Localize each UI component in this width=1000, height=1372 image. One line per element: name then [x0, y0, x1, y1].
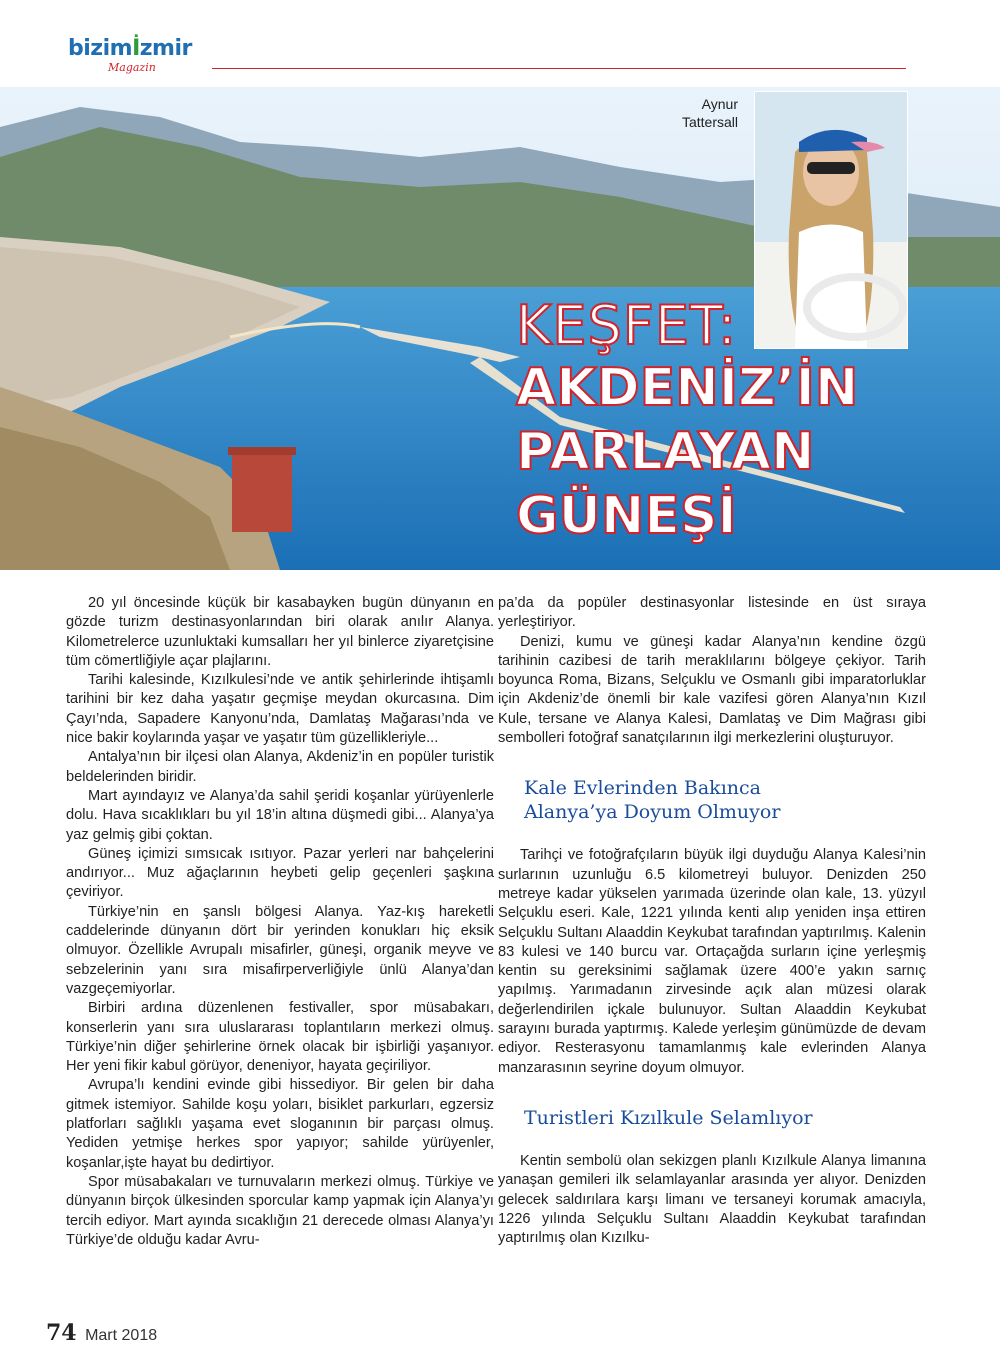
issue-date: Mart 2018 [85, 1327, 158, 1344]
author-last-name: Tattersall [681, 114, 738, 130]
article-column-left [66, 594, 494, 1250]
logo-wordmark: bizimİzmir [68, 36, 192, 61]
paragraph: Güneş içimizi sımsıcak ısıtıyor. Pazar yerleri nar bahçelerini andırıyor... Muz ağaçlarının heybeti gelip geçenleri şaşkına çeviriyor. [66, 845, 494, 901]
author-byline [682, 95, 738, 131]
magazine-header [0, 0, 1000, 90]
paragraph: Tarihçi ve fotoğrafçıların büyük ilgi duyduğu Alanya Kalesi’nin surlarının uzunluğu 6.5 kilometreyi buluyor. Denizden 250 metreye kadar yükselen yarımada üzerinde olan kale, 13. yüzyıl Selçuklu eseri. Kale, 1221 yılında kenti alıp yeniden inşa ettiren Selçuklu Sultanı Alaaddin Keykubat tarafından yaptırılmış. Kalenin 83 kulesi ve 140 burcu var. Ortaçağda surların içine yerleşmiş kentin su gereksinimi sağlamak üzere 400’e yakın sarnıç yapılmış. Yarımadanın zirvesinde açık alan müzesi olarak değerlendirilen içkale bulunuyor. Sultan Alaaddin Keykubat sarayını burada yaptırmış. Kalede yerleşim günümüzde de devam ediyor. Resterasyonu tamamlanmış kale evlerinden Alanya manzarasının seyrine doyum olmuyor. [498, 847, 926, 1076]
title-line-3: PARLAYAN [516, 422, 815, 482]
page-footer [46, 1320, 157, 1346]
section-heading-line: Alanya’ya Doyum Olmuyor [524, 801, 781, 824]
article-column-right [498, 594, 926, 1248]
paragraph: Spor müsabakaları ve turnuvaların merkezi olmuş. Türkiye ve dünyanın birçok ülkesinden sporcular kamp yapmak için Alanya’yı tercih ediyor. Mart ayında sıcaklığın 21 derecede olması Alanya’yı Türkiye’de olduğu kadar Avru- [66, 1173, 494, 1248]
article-title [516, 296, 936, 548]
page-number: 74 [46, 1320, 77, 1346]
paragraph: pa’da da popüler destinasyonlar listesinde en üst sıraya yerleştiriyor. [498, 595, 926, 631]
title-line-4: GÜNEŞİ [516, 486, 737, 546]
logo-subtitle: Magazin [108, 61, 156, 74]
author-first-name: Aynur [701, 96, 738, 112]
paragraph: Denizi, kumu ve güneşi kadar Alanya’nın kendine özgü tarihinin cazibesi de tarih meraklılarını bölgeye çekiyor. Tarih boyunca Roma, Bizans, Selçuklu ve Osmanlı gibi imparatorluklar için Akdeniz’de önemli bir kale vazifesi gören Alanya’nın Kızıl Kule, tersane ve Alanya Kalesi, Damlataş ve Dim Mağrası gibi sembolleri fotoğraf sanatçılarının ilgi merkezlerini oluşturuyor. [498, 633, 926, 747]
paragraph: Antalya’nın bir ilçesi olan Alanya, Akdeniz’in en popüler turistik beldelerinden biridir. [66, 749, 494, 785]
paragraph: Mart ayındayız ve Alanya’da sahil şeridi koşanlar yürüyenlerle dolu. Hava sıcaklıkları bu yıl 18’in altına düşmedi gibi... Alanya’ya yaz gelmiş gibi çoktan. [66, 787, 494, 843]
section-heading-kizilkule: Turistleri Kızılkule Selamlıyor [524, 1106, 813, 1129]
paragraph: Tarihi kalesinde, Kızılkulesi’nde ve antik şehirlerinde ihtişamlı tarihini bir kez daha yaşatır geçmişe meydan okurcasına. Dim Çayı’nda, Sapadere Kanyonu’nda, Damlataş Mağarası’nda ve nice bakir koylarında yaşar ve yaşatır tüm güzellikleriyle... [66, 672, 494, 747]
title-line-2: AKDENİZ’İN [516, 358, 859, 418]
paragraph: Avrupa’lı kendini evinde gibi hissediyor. Bir gelen bir daha gitmek istemiyor. Sahilde koşu yoları, bisiklet parkurları, egzersiz platforları sağlıklı yaşama evet sloganının bir parçası olmuş. Yediden yetmişe herkes spor yapıyor; sahilde yürüyenler, koşanlar,işte hayat bu dedirtiyor. [66, 1077, 494, 1171]
magazine-logo[interactable] [68, 36, 208, 80]
section-heading-kale-evleri [524, 776, 926, 824]
paragraph: Birbiri ardına düzenlenen festivaller, spor müsabakarı, konserlerin yanı sıra uluslararası toplantıların merkezi olmuş. Türkiye’nin diğer şehirlerine örnek olacak bir işbirliği yaşanıyor. Her yeni fikir kabul görüyor, deneniyor, hayata geçiriliyor. [66, 1000, 494, 1075]
header-divider [212, 68, 906, 69]
section-heading-line: Kale Evlerinden Bakınca [524, 777, 761, 800]
paragraph: 20 yıl öncesinde küçük bir kasabayken bugün dünyanın en gözde turizm destinasyonlarından biri olarak anılır Alanya. Kilometrelerce uzunluktaki kumsalları her yıl binlerce ziyaretçisine tüm cömertliğiyle açar plajlarını. [66, 595, 494, 669]
paragraph: Türkiye’nin en şanslı bölgesi Alanya. Yaz-kış hareketli caddelerinde dünyanın dört bir yerinden konukları hiç eksik olmuyor. Özellikle Avrupalı misafirler, güneşi, organik meyve ve sebzelerinin yanı sıra misafirperverliğiyle ünlü Alanya’dan vazgeçemiyorlar. [66, 903, 494, 997]
paragraph: Kentin sembolü olan sekizgen planlı Kızılkule Alanya limanına yanaşan gemileri ilk selamlayanlar arasında yer alıyor. Denizden gelecek saldırılara karşı limanı ve tersaneyi korumak amacıyla, 1226 yılında Selçuklu Sultanı Alaaddin Keykubat tarafından yaptırılmış olan Kızılku- [498, 1152, 926, 1247]
title-line-1: KEŞFET: [516, 294, 738, 357]
